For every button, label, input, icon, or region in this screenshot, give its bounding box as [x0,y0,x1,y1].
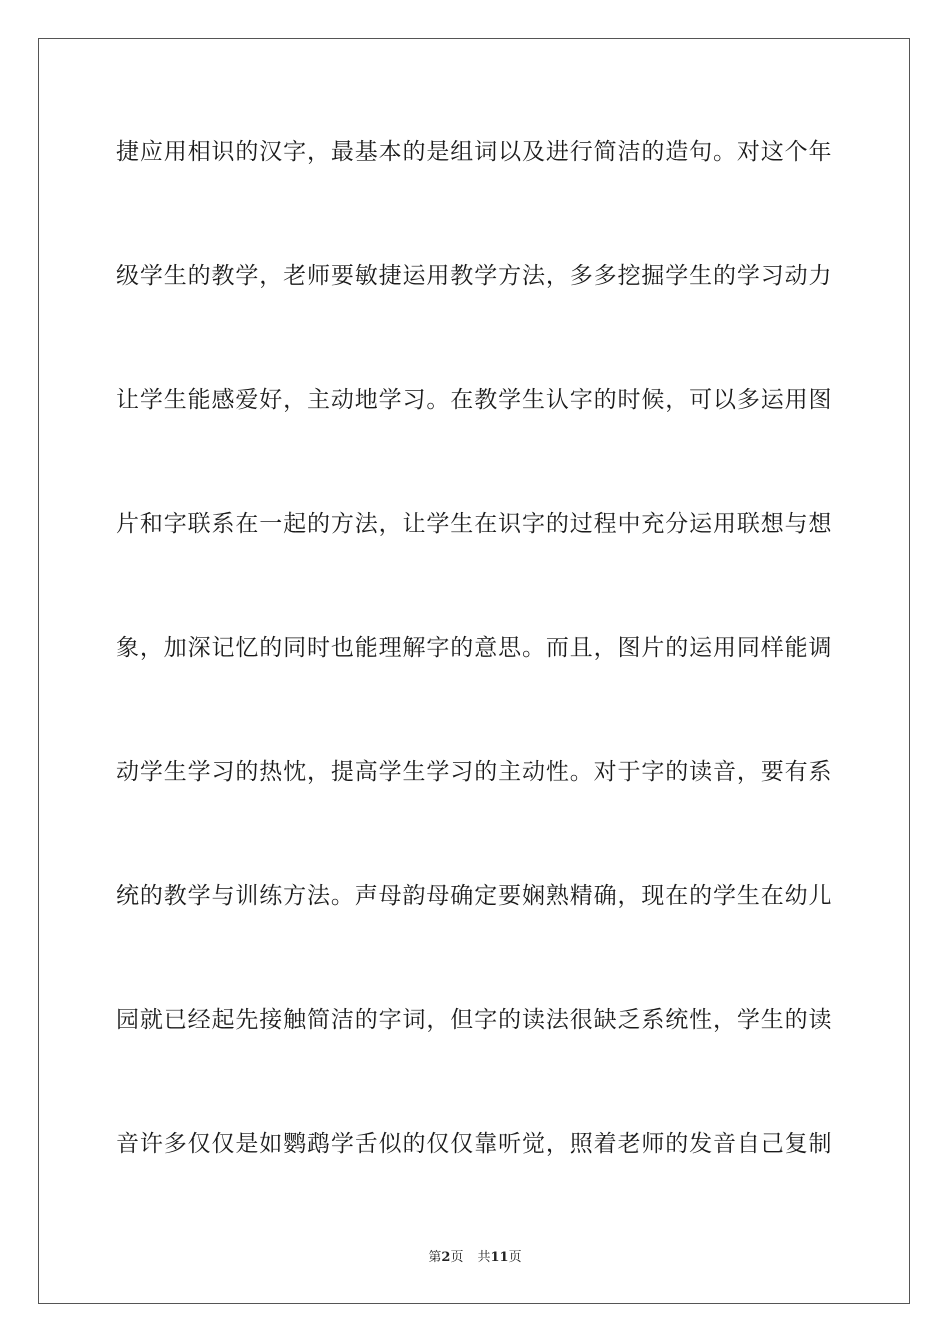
body-text-line: 园就已经起先接触简洁的字词，但字的读法很缺乏系统性，学生的读 [116,1007,832,1033]
page-border [38,38,910,1304]
body-text-line: 让学生能感爱好，主动地学习。在教学生认字的时候，可以多运用图 [116,387,832,413]
total-pages: 11 [490,1250,509,1265]
total-prefix: 共 [477,1250,491,1265]
body-text-line: 象，加深记忆的同时也能理解字的意思。而且，图片的运用同样能调 [116,635,832,661]
body-text-line: 级学生的教学，老师要敏捷运用教学方法，多多挖掘学生的学习动力 [116,263,832,289]
body-text-line: 音许多仅仅是如鹦鹉学舌似的仅仅靠听觉，照着老师的发音自己复制 [116,1131,832,1157]
total-suffix: 页 [508,1250,522,1265]
page-prefix: 第 [428,1250,442,1265]
body-text-line: 片和字联系在一起的方法，让学生在识字的过程中充分运用联想与想 [116,511,832,537]
page-footer [0,1246,950,1265]
page-number: 2 [441,1250,451,1265]
body-text-line: 动学生学习的热忱，提高学生学习的主动性。对于字的读音，要有系 [116,759,832,785]
body-text-line: 统的教学与训练方法。声母韵母确定要娴熟精确，现在的学生在幼儿 [116,883,832,909]
body-text-line: 捷应用相识的汉字，最基本的是组词以及进行简洁的造句。对这个年 [116,139,832,165]
page-suffix: 页 [450,1250,464,1265]
